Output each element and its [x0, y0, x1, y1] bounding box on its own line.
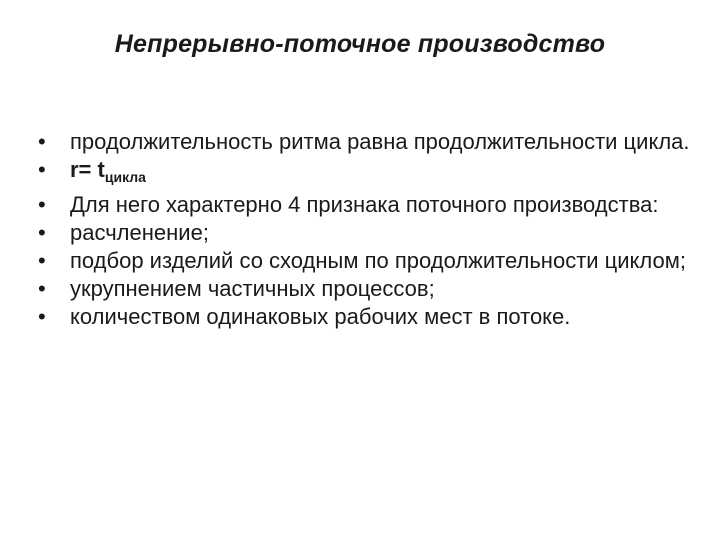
bullet-text: продолжительность ритма равна продолжительности цикла.: [70, 129, 690, 154]
bullet-text: укрупнением частичных процессов;: [70, 276, 435, 301]
bullet-text: количеством одинаковых рабочих мест в потоке.: [70, 304, 571, 329]
list-item: [38, 128, 698, 156]
list-item: [38, 247, 698, 275]
formula-subscript: цикла: [104, 169, 146, 185]
list-item: [38, 191, 698, 219]
list-item: [38, 219, 698, 247]
formula-text: r= t: [70, 157, 105, 182]
slide-title: Непрерывно-поточное производство: [114, 30, 606, 58]
bullet-text: Для него характерно 4 признака поточного производства:: [70, 192, 659, 217]
bullet-text: расчленение;: [70, 220, 209, 245]
bullet-icon: •: [38, 248, 46, 273]
bullet-text: подбор изделий со сходным по продолжительности циклом;: [70, 248, 686, 273]
bullet-icon: •: [38, 276, 46, 301]
bullet-icon: •: [38, 304, 46, 329]
list-item: [38, 156, 698, 191]
list-item: [38, 303, 698, 331]
bullet-icon: •: [38, 157, 46, 182]
bullet-icon: •: [38, 129, 46, 154]
bullet-list: [38, 128, 698, 331]
list-item: [38, 275, 698, 303]
bullet-icon: •: [38, 220, 46, 245]
bullet-icon: •: [38, 192, 46, 217]
